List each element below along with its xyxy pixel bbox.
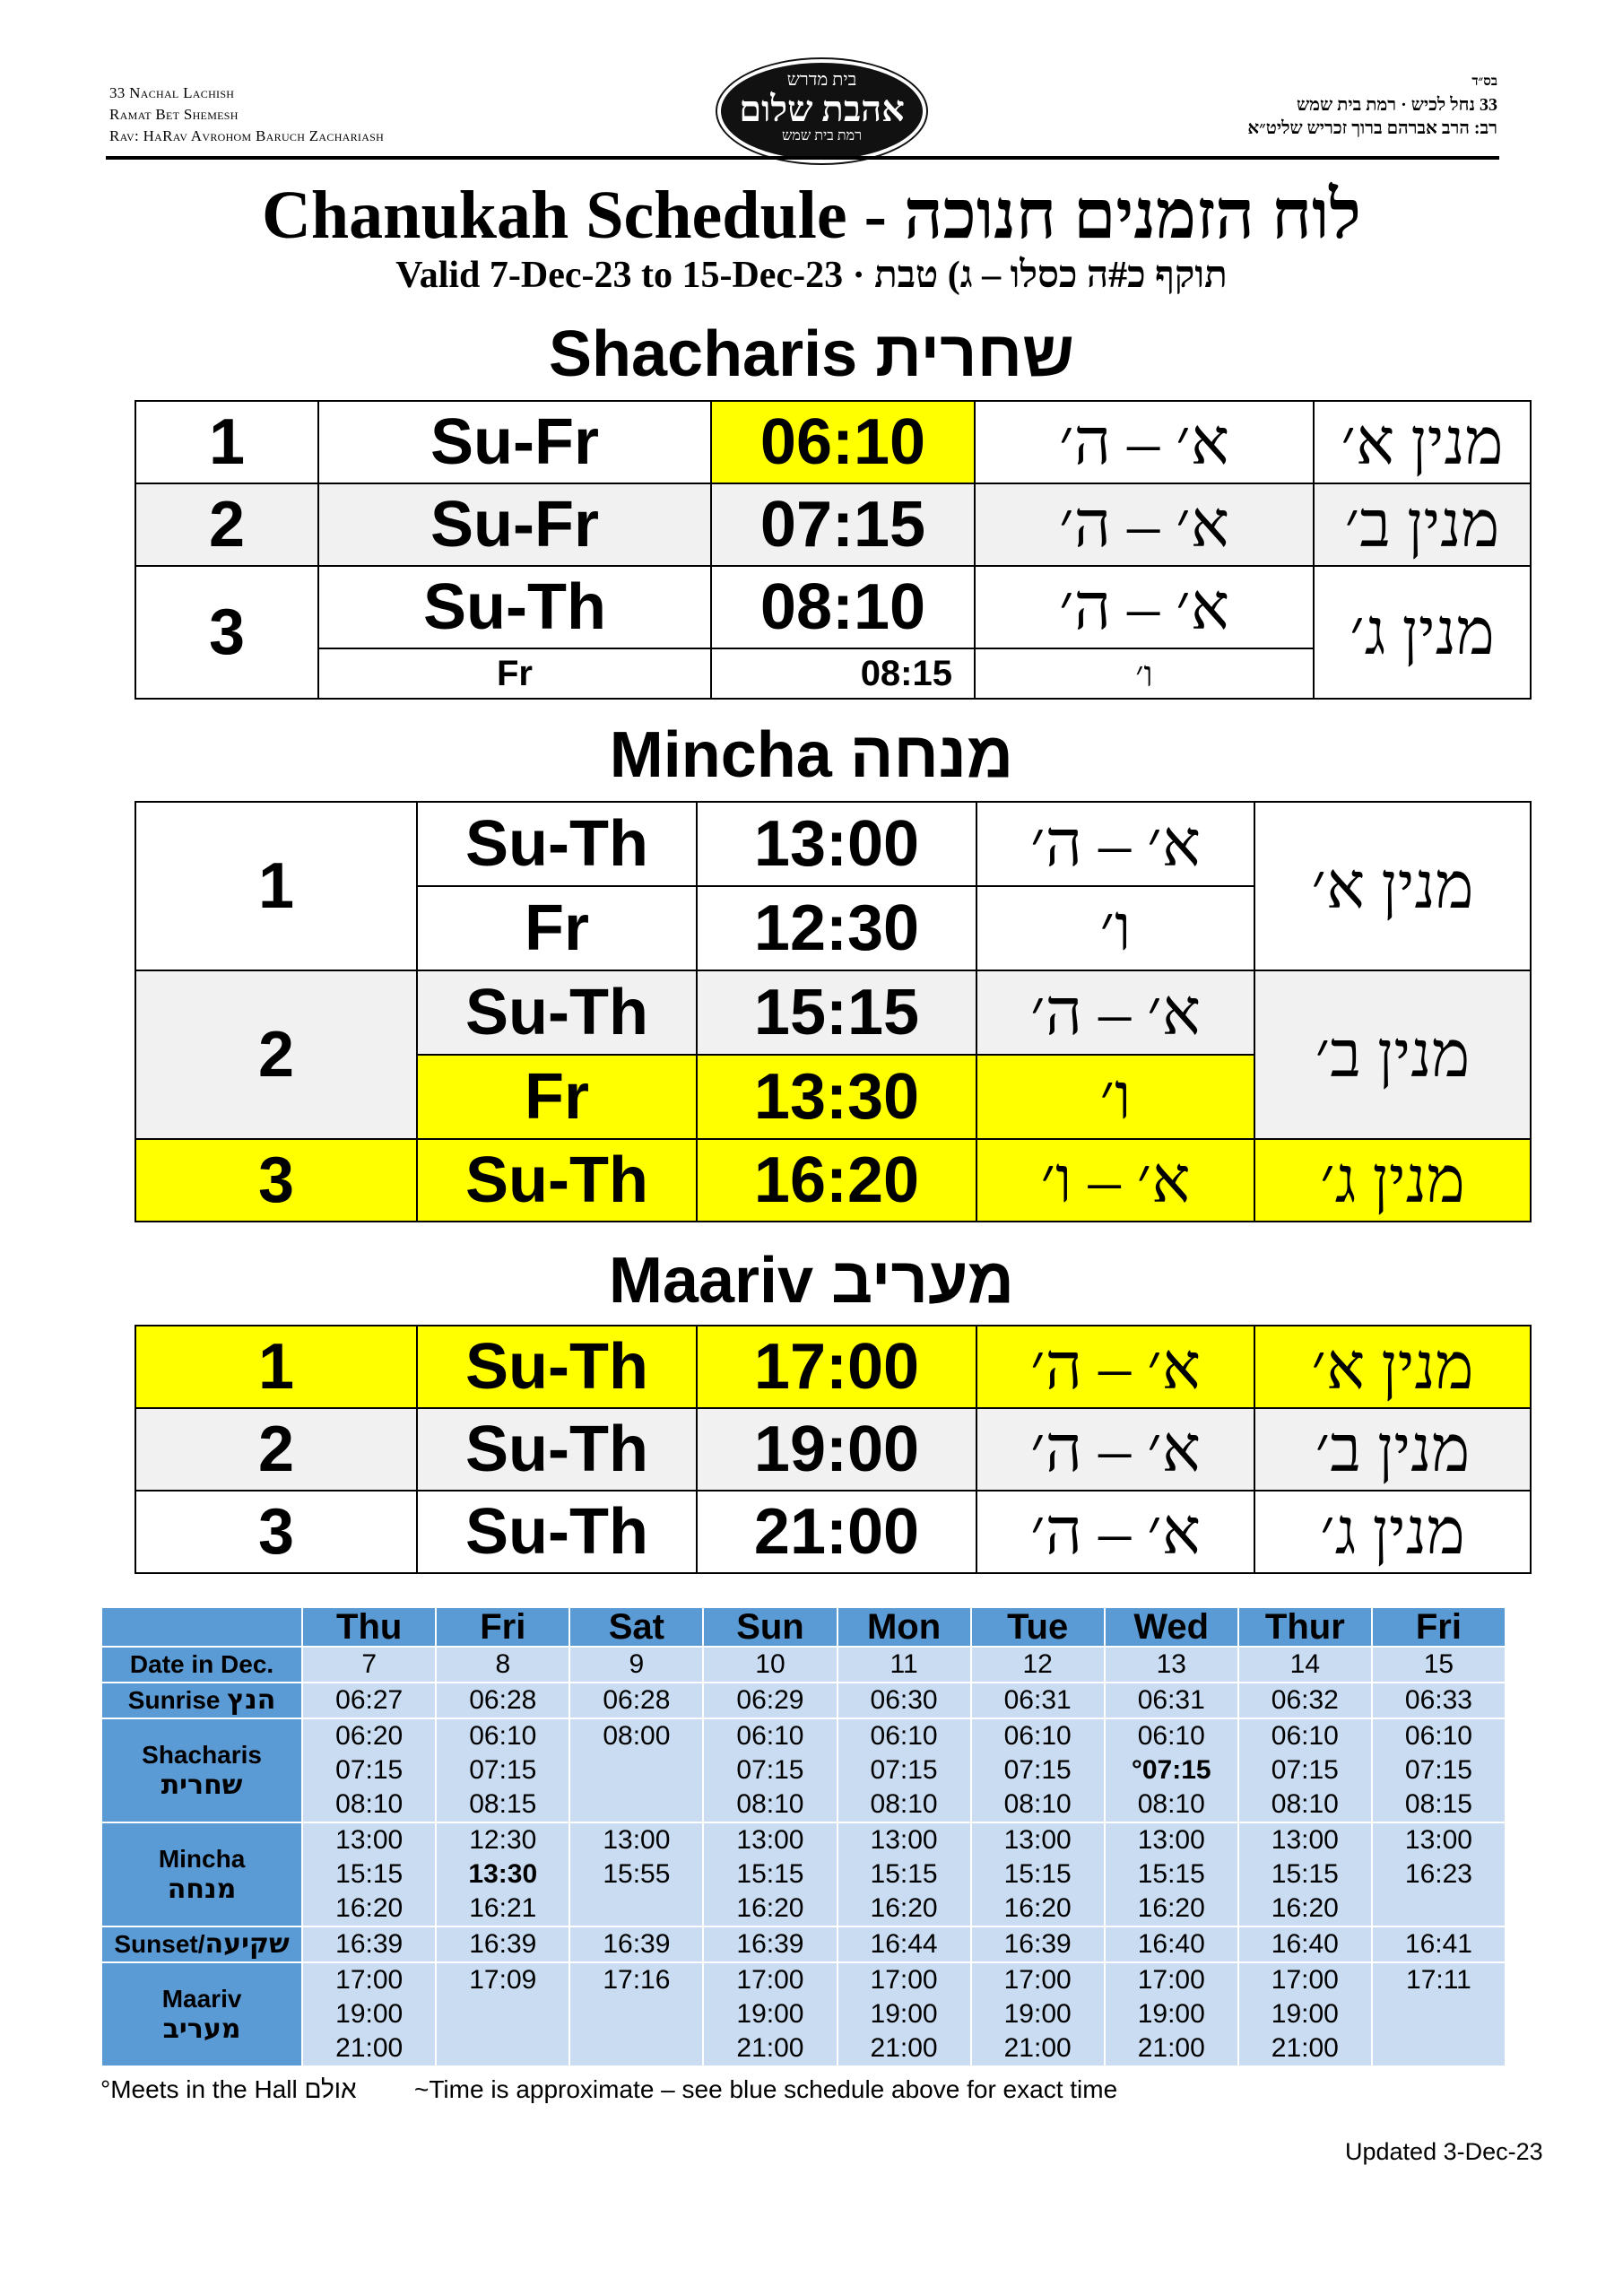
grid-time: 17:00 bbox=[1003, 1965, 1072, 1995]
days-cell: Fr bbox=[417, 886, 697, 970]
grid-time: 17:00 bbox=[335, 1965, 404, 1995]
table-row bbox=[135, 401, 1531, 483]
grid-cell: 14 bbox=[1238, 1647, 1372, 1683]
grid-time: 07:15 bbox=[335, 1755, 404, 1785]
time-cell: 12:30 bbox=[697, 886, 976, 970]
days-cell: Su-Fr bbox=[318, 483, 711, 566]
grid-cell: 06:30 bbox=[838, 1683, 971, 1718]
row-label-hebrew: מנחה bbox=[167, 1874, 237, 1905]
grid-cell: 8 bbox=[436, 1647, 569, 1683]
day-header: Wed bbox=[1105, 1607, 1238, 1647]
grid-time: 16:20 bbox=[1137, 1893, 1205, 1923]
grid-cell: 16:40 bbox=[1105, 1926, 1238, 1962]
table-row bbox=[135, 566, 1531, 648]
hebrew-days-cell: א׳ – ה׳ bbox=[976, 1408, 1254, 1491]
grid-time: 21:00 bbox=[870, 2033, 938, 2063]
time-cell: 08:10 bbox=[711, 566, 975, 648]
updated-date: Updated 3-Dec-23 bbox=[1345, 2138, 1543, 2165]
grid-cell: 06:32 bbox=[1238, 1683, 1372, 1718]
shacharis-title: Shacharis שחרית bbox=[548, 318, 1075, 390]
shul-logo bbox=[717, 59, 926, 163]
grid-time: 15:15 bbox=[1003, 1859, 1072, 1889]
grid-time: 21:00 bbox=[335, 2033, 404, 2063]
grid-row-sunset bbox=[101, 1926, 1506, 1962]
grid-time: 07:15 bbox=[1271, 1755, 1339, 1785]
grid-time: 16:21 bbox=[469, 1893, 537, 1923]
time-cell: 19:00 bbox=[697, 1408, 976, 1491]
grid-cell: 06:29 bbox=[703, 1683, 837, 1718]
grid-cell: 16:39 bbox=[302, 1926, 436, 1962]
grid-time: 07:15 bbox=[1003, 1755, 1072, 1785]
grid-time: 13:00 bbox=[335, 1825, 404, 1855]
minyan-number: 3 bbox=[135, 1491, 417, 1573]
hebrew-days-cell: א׳ – ו׳ bbox=[976, 1139, 1254, 1222]
grid-header-row bbox=[101, 1607, 1506, 1647]
grid-cell: 06:27 bbox=[302, 1683, 436, 1718]
grid-time: 12:30 bbox=[469, 1825, 537, 1855]
grid-time: 15:15 bbox=[1271, 1859, 1339, 1889]
grid-cell bbox=[436, 1822, 569, 1926]
time-cell: 21:00 bbox=[697, 1491, 976, 1573]
grid-cell: 13 bbox=[1105, 1647, 1238, 1683]
grid-time: 21:00 bbox=[1003, 2033, 1072, 2063]
bsd-mark: בס״ד bbox=[1471, 74, 1497, 89]
grid-time: 17:11 bbox=[1406, 1965, 1471, 1995]
row-label-hebrew: מעריב bbox=[162, 2013, 241, 2045]
hebrew-days-cell: א׳ – ה׳ bbox=[976, 1491, 1254, 1573]
grid-time: 17:16 bbox=[603, 1965, 671, 1995]
minyan-number: 3 bbox=[135, 1139, 417, 1222]
days-cell: Fr bbox=[318, 648, 711, 699]
row-label-hebrew: שקיעה bbox=[204, 1928, 290, 1960]
row-label-english: Mincha bbox=[158, 1845, 246, 1873]
row-label-english: Maariv bbox=[161, 1985, 242, 2013]
day-header: Thur bbox=[1238, 1607, 1372, 1647]
grid-cell: 7 bbox=[302, 1647, 436, 1683]
grid-time: 17:09 bbox=[469, 1965, 537, 1995]
table-row bbox=[135, 1491, 1531, 1573]
minyan-name-cell: מנין ג׳ bbox=[1314, 566, 1531, 699]
minyan-number: 2 bbox=[135, 970, 417, 1139]
day-header: Fri bbox=[1372, 1607, 1506, 1647]
days-cell: Su-Th bbox=[318, 566, 711, 648]
grid-cell: 15 bbox=[1372, 1647, 1506, 1683]
grid-time: 08:15 bbox=[469, 1789, 537, 1819]
day-header: Thu bbox=[302, 1607, 436, 1647]
days-cell: Su-Th bbox=[417, 1408, 697, 1491]
grid-time: 15:15 bbox=[1137, 1859, 1205, 1889]
minyan-number: 1 bbox=[135, 401, 318, 483]
time-cell: 07:15 bbox=[711, 483, 975, 566]
grid-time: 13:00 bbox=[1271, 1825, 1339, 1855]
maariv-title: Maariv מעריב bbox=[608, 1245, 1015, 1317]
hebrew-rav: רב: הרב אברהם ברוך זכריש שליט״א bbox=[1247, 118, 1497, 138]
grid-time: 08:10 bbox=[1271, 1789, 1339, 1819]
minyan-name-cell: מנין ג׳ bbox=[1254, 1491, 1531, 1573]
grid-cell bbox=[1372, 1718, 1506, 1822]
row-label-english: Sunrise bbox=[127, 1686, 221, 1714]
grid-cell: 16:39 bbox=[971, 1926, 1105, 1962]
hebrew-days-cell: ו׳ bbox=[975, 648, 1314, 699]
minyan-number: 1 bbox=[135, 1326, 417, 1408]
rav-line: Rav: HaRav Avrohom Baruch Zachariash bbox=[109, 127, 385, 144]
grid-time: 08:10 bbox=[1003, 1789, 1072, 1819]
grid-cell bbox=[569, 1822, 703, 1926]
grid-time: 17:00 bbox=[870, 1965, 938, 1995]
logo-line: בית מדרש bbox=[786, 70, 857, 90]
grid-time: 16:23 bbox=[1404, 1859, 1472, 1889]
grid-time: 15:15 bbox=[335, 1859, 404, 1889]
row-label-hebrew: שחרית bbox=[161, 1770, 243, 1801]
grid-row-label bbox=[101, 1962, 302, 2066]
minyan-number: 2 bbox=[135, 1408, 417, 1491]
table-row bbox=[135, 970, 1531, 1055]
grid-time: 19:00 bbox=[870, 1999, 938, 2029]
hebrew-address: 33 נחל לכיש · רמת בית שמש bbox=[1296, 95, 1497, 115]
grid-time: 06:10 bbox=[1271, 1721, 1339, 1751]
table-row bbox=[135, 1408, 1531, 1491]
grid-cell bbox=[1238, 1822, 1372, 1926]
hebrew-address-block bbox=[1247, 70, 1497, 140]
grid-time: 17:00 bbox=[1137, 1965, 1205, 1995]
day-header: Tue bbox=[971, 1607, 1105, 1647]
grid-time: 13:00 bbox=[603, 1825, 671, 1855]
grid-time: 16:20 bbox=[335, 1893, 404, 1923]
grid-cell bbox=[569, 1962, 703, 2066]
grid-cell bbox=[1372, 1962, 1506, 2066]
grid-time: 08:10 bbox=[736, 1789, 804, 1819]
grid-time: 06:10 bbox=[469, 1721, 537, 1751]
grid-time: °07:15 bbox=[1131, 1755, 1211, 1785]
grid-row-label bbox=[101, 1647, 302, 1683]
address-line: 33 Nachal Lachish bbox=[109, 84, 235, 101]
grid-time: 06:20 bbox=[335, 1721, 404, 1751]
grid-cell: 06:28 bbox=[436, 1683, 569, 1718]
grid-corner bbox=[101, 1607, 302, 1647]
grid-cell bbox=[1372, 1822, 1506, 1926]
grid-cell bbox=[1105, 1718, 1238, 1822]
grid-time: 06:10 bbox=[1137, 1721, 1205, 1751]
grid-cell bbox=[302, 1718, 436, 1822]
hall-footnote: °Meets in the Hall אולם bbox=[100, 2075, 357, 2103]
grid-time: 16:20 bbox=[736, 1893, 804, 1923]
grid-cell: 16:40 bbox=[1238, 1926, 1372, 1962]
header-divider bbox=[106, 156, 1499, 160]
grid-time: 17:00 bbox=[736, 1965, 804, 1995]
row-label-english: Date in Dec. bbox=[129, 1650, 274, 1678]
grid-time: 08:00 bbox=[603, 1721, 671, 1751]
daily-schedule-grid bbox=[100, 1606, 1506, 2067]
grid-row-mincha bbox=[101, 1822, 1506, 1926]
logo-name: אהבת שלום bbox=[739, 89, 905, 129]
maariv-table bbox=[135, 1325, 1532, 1574]
hebrew-days-cell: א׳ – ה׳ bbox=[975, 483, 1314, 566]
grid-cell bbox=[971, 1822, 1105, 1926]
grid-cell: 16:39 bbox=[436, 1926, 569, 1962]
minyan-name-cell: מנין א׳ bbox=[1254, 802, 1531, 970]
grid-time: 19:00 bbox=[736, 1999, 804, 2029]
days-cell: Su-Th bbox=[417, 1326, 697, 1408]
address-line: Ramat Bet Shemesh bbox=[109, 106, 239, 123]
grid-cell: 06:33 bbox=[1372, 1683, 1506, 1718]
minyan-name-cell: מנין א׳ bbox=[1254, 1326, 1531, 1408]
grid-cell bbox=[971, 1718, 1105, 1822]
grid-time: 19:00 bbox=[1137, 1999, 1205, 2029]
grid-cell: 16:41 bbox=[1372, 1926, 1506, 1962]
days-cell: Su-Th bbox=[417, 1491, 697, 1573]
minyan-name-cell: מנין ב׳ bbox=[1254, 1408, 1531, 1491]
approx-footnote: ~Time is approximate – see blue schedule above for exact time bbox=[414, 2075, 1118, 2103]
grid-time: 21:00 bbox=[736, 2033, 804, 2063]
grid-row-label bbox=[101, 1926, 302, 1962]
minyan-number: 2 bbox=[135, 483, 318, 566]
days-cell: Su-Th bbox=[417, 802, 697, 886]
grid-row-shacharis bbox=[101, 1718, 1506, 1822]
grid-time: 07:15 bbox=[736, 1755, 804, 1785]
grid-time: 13:00 bbox=[870, 1825, 938, 1855]
minyan-name-cell: מנין ב׳ bbox=[1314, 483, 1531, 566]
minyan-name-cell: מנין ג׳ bbox=[1254, 1139, 1531, 1222]
grid-time: 19:00 bbox=[335, 1999, 404, 2029]
row-label-english: Sunset/ bbox=[114, 1930, 205, 1958]
table-row bbox=[135, 1326, 1531, 1408]
days-cell: Su-Fr bbox=[318, 401, 711, 483]
grid-cell: 9 bbox=[569, 1647, 703, 1683]
day-header: Sun bbox=[703, 1607, 837, 1647]
grid-cell bbox=[436, 1962, 569, 2066]
page-title: Chanukah Schedule - לוח הזמנים חנוכה bbox=[262, 178, 1361, 253]
grid-time: 16:20 bbox=[1003, 1893, 1072, 1923]
grid-cell: 16:39 bbox=[569, 1926, 703, 1962]
hebrew-days-cell: ו׳ bbox=[976, 886, 1254, 970]
hebrew-days-cell: א׳ – ה׳ bbox=[976, 1326, 1254, 1408]
time-cell: 16:20 bbox=[697, 1139, 976, 1222]
grid-cell bbox=[703, 1962, 837, 2066]
grid-cell bbox=[838, 1822, 971, 1926]
grid-cell: 06:31 bbox=[1105, 1683, 1238, 1718]
grid-cell: 10 bbox=[703, 1647, 837, 1683]
grid-cell: 11 bbox=[838, 1647, 971, 1683]
grid-cell: 16:39 bbox=[703, 1926, 837, 1962]
days-cell: Su-Th bbox=[417, 970, 697, 1055]
grid-cell bbox=[1105, 1822, 1238, 1926]
minyan-name-cell: מנין ב׳ bbox=[1254, 970, 1531, 1139]
grid-time: 13:30 bbox=[468, 1859, 538, 1889]
grid-time: 16:20 bbox=[870, 1893, 938, 1923]
hebrew-days-cell: א׳ – ה׳ bbox=[975, 401, 1314, 483]
grid-cell bbox=[302, 1822, 436, 1926]
row-label-hebrew: הנץ bbox=[227, 1684, 276, 1716]
grid-time: 08:10 bbox=[1137, 1789, 1205, 1819]
grid-time: 07:15 bbox=[1404, 1755, 1472, 1785]
grid-time: 15:55 bbox=[603, 1859, 671, 1889]
time-cell: 06:10 bbox=[711, 401, 975, 483]
grid-time: 17:00 bbox=[1271, 1965, 1339, 1995]
grid-cell bbox=[838, 1962, 971, 2066]
grid-time: 13:00 bbox=[1137, 1825, 1205, 1855]
grid-cell bbox=[1238, 1718, 1372, 1822]
day-header: Mon bbox=[838, 1607, 971, 1647]
hebrew-days-cell: א׳ – ה׳ bbox=[975, 566, 1314, 648]
grid-time: 15:15 bbox=[736, 1859, 804, 1889]
grid-time: 13:00 bbox=[736, 1825, 804, 1855]
grid-time: 13:00 bbox=[1003, 1825, 1072, 1855]
days-cell: Fr bbox=[417, 1055, 697, 1139]
grid-time: 08:10 bbox=[335, 1789, 404, 1819]
grid-time: 21:00 bbox=[1137, 2033, 1205, 2063]
table-row bbox=[135, 483, 1531, 566]
validity-subtitle: Valid 7-Dec-23 to 15-Dec-23 · תוקף כ#ה כסלו – ג) טבת bbox=[395, 255, 1228, 296]
grid-time: 06:10 bbox=[1404, 1721, 1472, 1751]
grid-time: 15:15 bbox=[870, 1859, 938, 1889]
hebrew-days-cell: א׳ – ה׳ bbox=[976, 970, 1254, 1055]
time-cell: 08:15 bbox=[711, 648, 975, 699]
grid-time: 07:15 bbox=[870, 1755, 938, 1785]
time-cell: 17:00 bbox=[697, 1326, 976, 1408]
grid-row-sunrise bbox=[101, 1683, 1506, 1718]
grid-cell: 12 bbox=[971, 1647, 1105, 1683]
grid-cell bbox=[302, 1962, 436, 2066]
grid-time: 07:15 bbox=[469, 1755, 537, 1785]
grid-cell: 16:44 bbox=[838, 1926, 971, 1962]
grid-row-label bbox=[101, 1718, 302, 1822]
table-row bbox=[135, 1139, 1531, 1222]
grid-cell bbox=[1238, 1962, 1372, 2066]
grid-cell bbox=[971, 1962, 1105, 2066]
grid-cell bbox=[838, 1718, 971, 1822]
day-header: Sat bbox=[569, 1607, 703, 1647]
grid-time: 19:00 bbox=[1003, 1999, 1072, 2029]
grid-time: 06:10 bbox=[870, 1721, 938, 1751]
day-header: Fri bbox=[436, 1607, 569, 1647]
minyan-number: 1 bbox=[135, 802, 417, 970]
mincha-title: Mincha מנחה bbox=[609, 719, 1014, 791]
grid-row-dates bbox=[101, 1647, 1506, 1683]
grid-row-label bbox=[101, 1822, 302, 1926]
minyan-number: 3 bbox=[135, 566, 318, 699]
grid-row-maariv bbox=[101, 1962, 1506, 2066]
row-label-english: Shacharis bbox=[142, 1741, 262, 1769]
time-cell: 13:30 bbox=[697, 1055, 976, 1139]
address-block bbox=[109, 83, 384, 147]
grid-time: 06:10 bbox=[736, 1721, 804, 1751]
grid-time: 08:10 bbox=[870, 1789, 938, 1819]
shacharis-table bbox=[135, 400, 1532, 700]
table-row bbox=[135, 802, 1531, 886]
grid-cell bbox=[436, 1718, 569, 1822]
grid-time: 19:00 bbox=[1271, 1999, 1339, 2029]
logo-line: רמת בית שמש bbox=[782, 128, 862, 144]
grid-time: 21:00 bbox=[1271, 2033, 1339, 2063]
grid-cell: 06:28 bbox=[569, 1683, 703, 1718]
time-cell: 15:15 bbox=[697, 970, 976, 1055]
minyan-name-cell: מנין א׳ bbox=[1314, 401, 1531, 483]
hebrew-days-cell: ו׳ bbox=[976, 1055, 1254, 1139]
grid-row-label bbox=[101, 1683, 302, 1718]
grid-cell bbox=[1105, 1962, 1238, 2066]
hebrew-days-cell: א׳ – ה׳ bbox=[976, 802, 1254, 886]
grid-time: 08:15 bbox=[1404, 1789, 1472, 1819]
grid-time: 06:10 bbox=[1003, 1721, 1072, 1751]
time-cell: 13:00 bbox=[697, 802, 976, 886]
grid-cell bbox=[703, 1718, 837, 1822]
mincha-table bbox=[135, 801, 1532, 1222]
grid-time: 13:00 bbox=[1404, 1825, 1472, 1855]
grid-cell bbox=[703, 1822, 837, 1926]
grid-cell bbox=[569, 1718, 703, 1822]
grid-cell: 06:31 bbox=[971, 1683, 1105, 1718]
days-cell: Su-Th bbox=[417, 1139, 697, 1222]
grid-time: 16:20 bbox=[1271, 1893, 1339, 1923]
